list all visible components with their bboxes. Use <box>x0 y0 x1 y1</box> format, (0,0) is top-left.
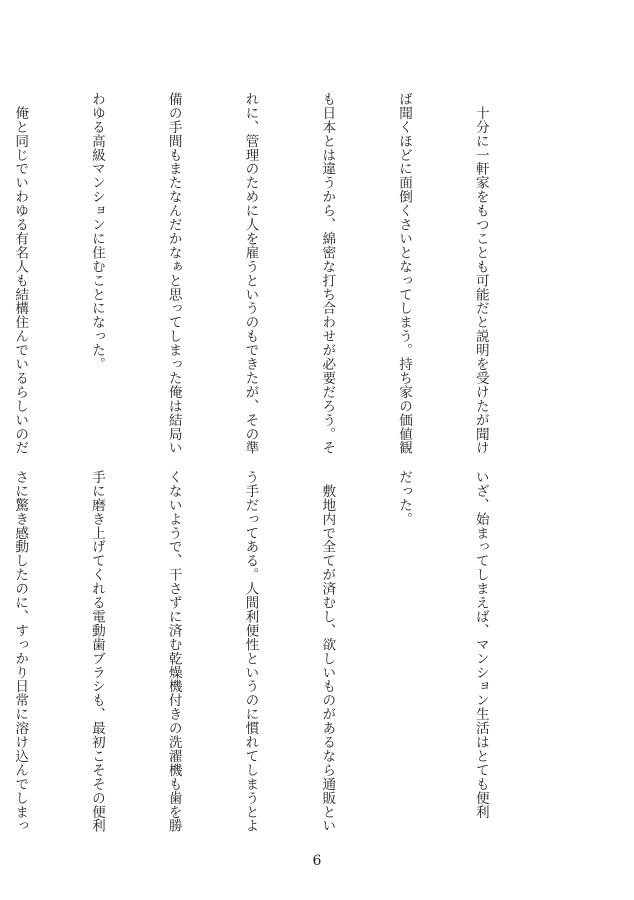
upper-text-block <box>0 92 544 455</box>
text-column: だった。 <box>396 470 413 526</box>
text-column: 俺と同じでいわゆる有名人も結構住んでいるらしいのだ <box>12 92 29 455</box>
text-column: 敷地内で全てが済むし、欲しいものがあるなら通販とい <box>319 470 336 833</box>
text-column: いざ、始まってしまえば、マンション生活はとても便利 <box>472 470 489 819</box>
lower-text-block <box>0 470 544 833</box>
text-column: れに、管理のために人を雇うというのもできたが、その準 <box>242 92 259 455</box>
text-column: 手に磨き上げてくれる電動歯ブラシも、最初こそその便利 <box>88 470 105 833</box>
text-column: も日本とは違うから、綿密な打ち合わせが必要だろう。そ <box>319 92 336 455</box>
page-number: 6 <box>312 853 322 869</box>
text-column: くないようで、干さずに済む乾燥機付きの洗濯機も歯を勝 <box>165 470 182 833</box>
text-column: 備の手間もまたなんだかなぁと思ってしまった俺は結局い <box>165 92 182 455</box>
text-column: 十分に一軒家をもつことも可能だと説明を受けたが聞け <box>472 92 489 455</box>
text-column: う手だってある。人間利便性というのに慣れてしまうとよ <box>242 470 259 833</box>
text-column: ば聞くほどに面倒くさいとなってしまう。持ち家の価値観 <box>396 92 413 455</box>
text-column: わゆる高級マンションに住むことになった。 <box>88 92 105 371</box>
text-column: さに驚き感動したのに、すっかり日常に溶け込んでしまっ <box>12 470 29 833</box>
